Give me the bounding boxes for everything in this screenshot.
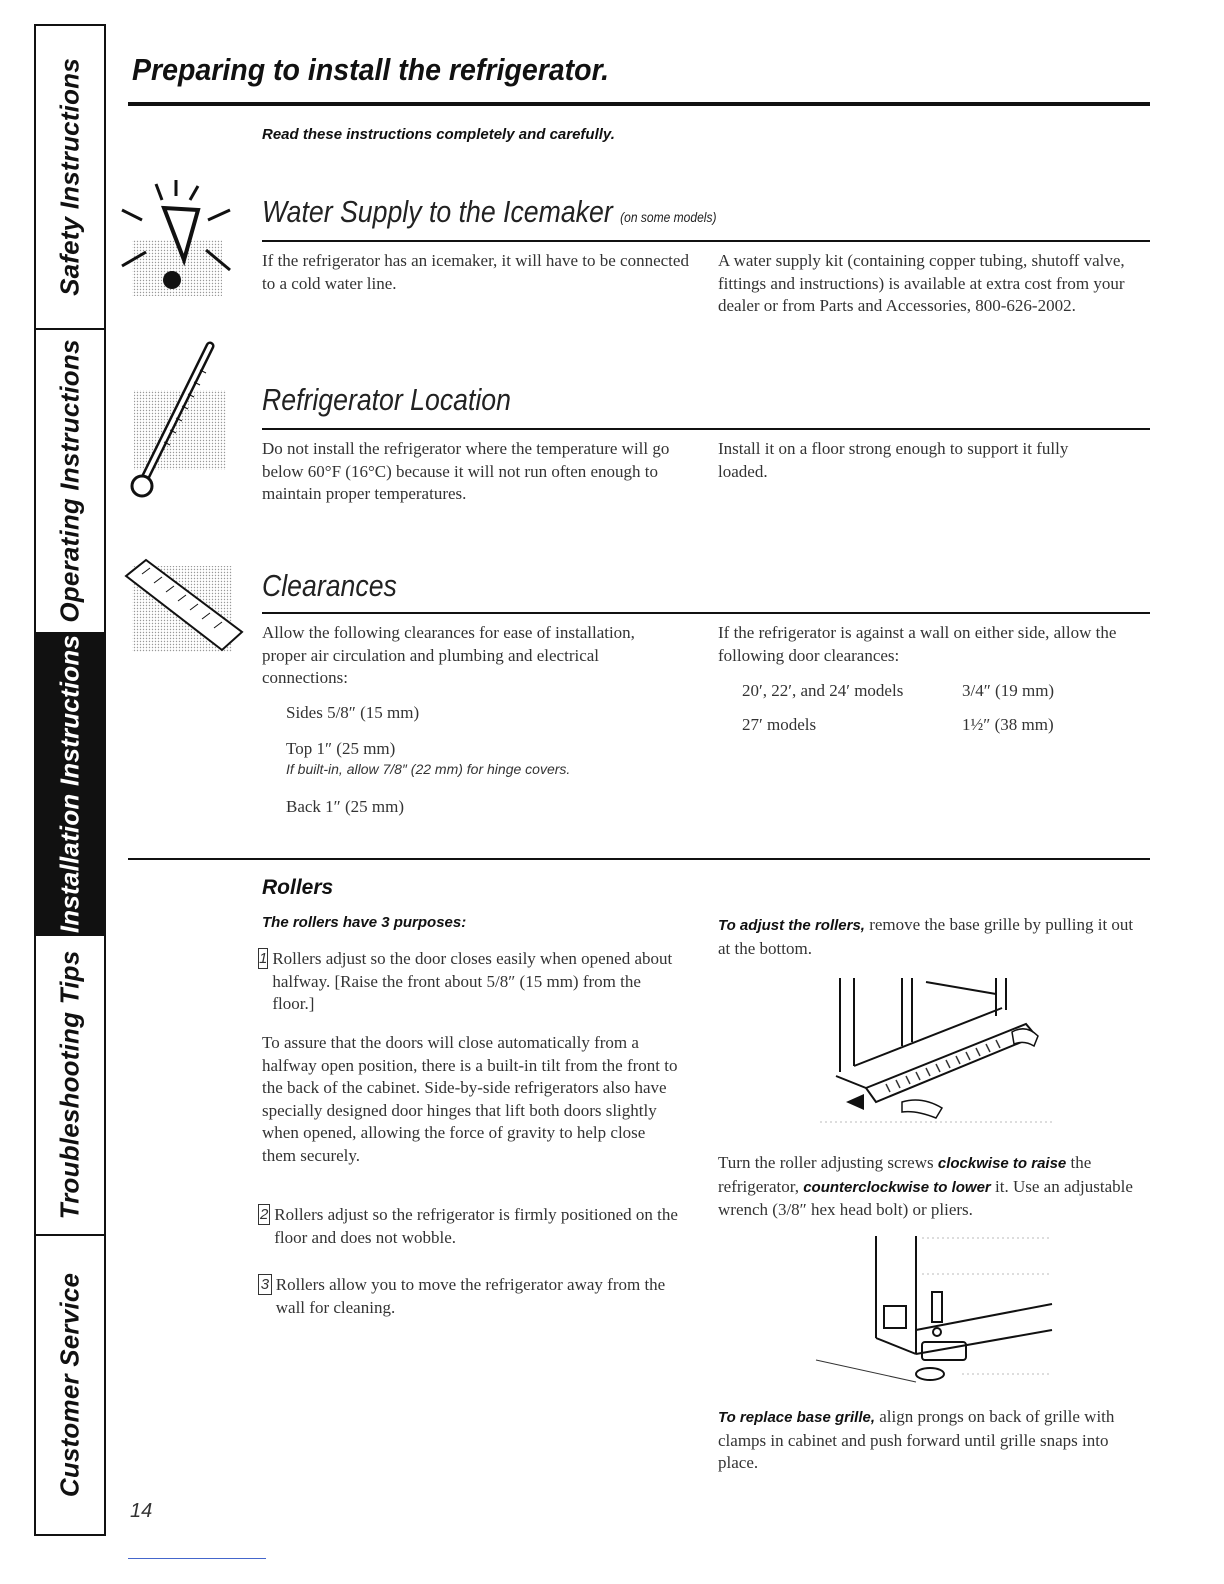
- clearances-left-intro: Allow the following clearances for ease of installation, proper air circulation and plumbing and electrical connections:: [262, 623, 635, 687]
- roller-purpose-item: [258, 1274, 678, 1319]
- water-supply-left-text: If the refrigerator has an icemaker, it will have to be connected to a cold water line.: [262, 251, 689, 293]
- replace-grille-text: [718, 1406, 1148, 1475]
- rollers-purposes-heading: The rollers have 3 purposes:: [262, 914, 467, 931]
- item-text: Rollers adjust so the refrigerator is firmly positioned on the floor and does not wobble.: [274, 1205, 678, 1247]
- roller-screws-part: Turn the roller adjusting screws: [718, 1153, 938, 1172]
- sidebar-tab-label: Operating Instructions: [54, 339, 85, 623]
- page-number: 14: [130, 1500, 153, 1522]
- clearance-top: Top 1″ (25 mm): [286, 739, 396, 758]
- section-divider: [128, 858, 1150, 860]
- item-number: 3: [258, 1274, 272, 1295]
- thermometer-icon: [130, 340, 230, 500]
- rollers-tilt-text: To assure that the doors will close automatically from a halfway open position, there is a built-in tilt from the front to the back of the cabinet. Side-by-side refrigerators also have specially designed door hinges that lift both doors slightly when opened, allowing the force of gravity to help close them securely.: [262, 1033, 678, 1165]
- clearance-back: Back 1″ (25 mm): [286, 797, 405, 816]
- door-clearance-model: 20′, 22′, and 24′ models: [742, 681, 904, 700]
- section-sidebar: [34, 24, 106, 1536]
- clearance-top-note: If built-in, allow 7/8″ (22 mm) for hinge covers.: [286, 761, 571, 777]
- sidebar-tab-operating[interactable]: [36, 330, 104, 634]
- footer-line: [128, 1558, 266, 1559]
- location-left-text: Do not install the refrigerator where the temperature will go below 60°F (16°C) because it will not run often enough to maintain proper temperatures.: [262, 439, 670, 503]
- page-subtitle: Read these instructions completely and carefully.: [262, 126, 615, 143]
- adjust-rollers-text: [718, 914, 1148, 960]
- section-rule: [262, 240, 1150, 242]
- roller-screws-text: [718, 1152, 1148, 1222]
- sidebar-tab-label: Safety Instructions: [54, 58, 85, 296]
- base-grille-removal-illustration: [816, 976, 1056, 1124]
- item-text: Rollers allow you to move the refrigerator away from the wall for cleaning.: [275, 1275, 666, 1317]
- page-title: Preparing to install the refrigerator.: [132, 52, 610, 87]
- section-rule: [262, 612, 1150, 614]
- clockwise-raise: clockwise to raise: [937, 1155, 1067, 1172]
- door-clearance-value: 1½″ (38 mm): [962, 715, 1054, 734]
- sidebar-tab-troubleshooting[interactable]: [36, 936, 104, 1236]
- water-supply-heading-note: (on some models): [620, 209, 717, 225]
- roller-screws-part: the refrigerator,: [718, 1153, 1092, 1196]
- roller-purpose-item: [258, 948, 678, 1016]
- location-heading: Refrigerator Location: [262, 382, 511, 417]
- location-right-text: Install it on a floor strong enough to support it fully loaded.: [718, 439, 1069, 481]
- sidebar-tab-label: Troubleshooting Tips: [54, 950, 85, 1220]
- item-number: 1: [259, 950, 268, 967]
- sidebar-tab-installation[interactable]: [36, 634, 104, 936]
- warning-icon: [112, 180, 252, 300]
- sidebar-tab-safety[interactable]: [36, 26, 104, 330]
- replace-grille-body: align prongs on back of grille with clamps in cabinet and push forward until grille snaps into place.: [718, 1407, 1115, 1472]
- roller-purpose-item: [258, 1204, 678, 1249]
- counterclockwise-lower: counterclockwise to lower: [803, 1178, 991, 1196]
- roller-adjust-illustration: [812, 1234, 1056, 1384]
- item-text: Rollers adjust so the door closes easily when opened about halfway. [Raise the front about 5/8″ (15 mm) from the floor.]: [272, 949, 673, 1013]
- ruler-icon: [112, 556, 252, 656]
- water-supply-heading: [262, 194, 716, 230]
- water-supply-right-text: A water supply kit (containing copper tubing, shutoff valve, fittings and instructions) is available at extra cost from your dealer or from Parts and Accessories, 800-626-2002.: [718, 251, 1125, 315]
- clearance-sides: Sides 5/8″ (15 mm): [286, 703, 420, 722]
- roller-screws-part: it. Use an adjustable wrench (3/8″ hex head bolt) or pliers.: [718, 1176, 1133, 1219]
- door-clearance-value: 3/4″ (19 mm): [962, 681, 1055, 700]
- clearances-heading: Clearances: [262, 568, 397, 603]
- item-number: 2: [259, 1206, 269, 1223]
- section-rule: [262, 428, 1150, 430]
- adjust-rollers-lead: To adjust the rollers,: [718, 917, 865, 934]
- title-rule: [128, 102, 1150, 106]
- clearances-right-intro: If the refrigerator is against a wall on either side, allow the following door clearances:: [718, 623, 1117, 665]
- door-clearance-model: 27′ models: [742, 715, 817, 734]
- sidebar-tab-label: Installation Instructions: [54, 634, 85, 934]
- sidebar-tab-label: Customer Service: [54, 1272, 85, 1498]
- water-supply-heading-text: Water Supply to the Icemaker: [262, 194, 613, 229]
- replace-grille-lead: To replace base grille,: [718, 1409, 876, 1426]
- rollers-heading: Rollers: [262, 876, 334, 899]
- adjust-rollers-body: remove the base grille by pulling it out at the bottom.: [718, 915, 1134, 958]
- sidebar-tab-customer-service[interactable]: [36, 1236, 104, 1534]
